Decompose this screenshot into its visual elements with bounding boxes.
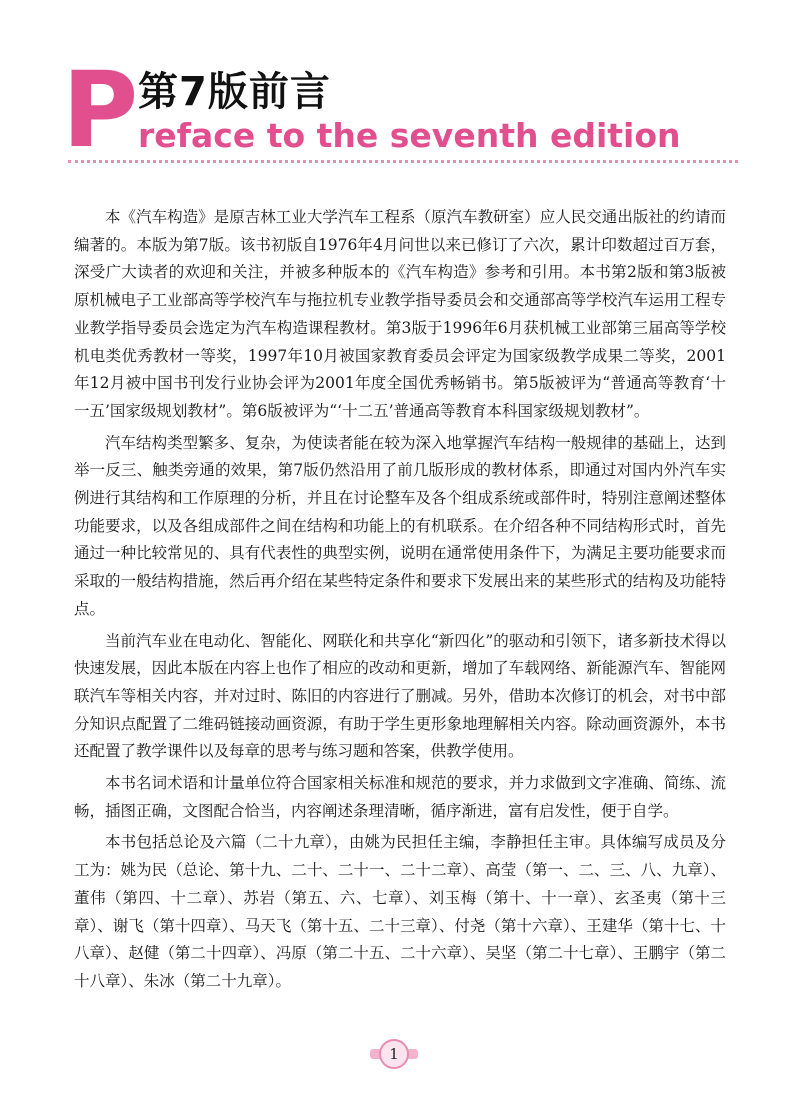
paragraph: 本书包括总论及六篇（二十九章），由姚为民担任主编，李静担任主审。具体编写成员及分工为：姚为民（总论、第十九、二十、二十一、二十二章）、高莹（第一、二、三、八、九章）、董伟（第四、十二章）、苏岩（第五、六、七章）、刘玉梅（第十、十一章）、玄圣夷（第十三章）、谢飞（第十四章）、马天飞（第十五、二十三章）、付尧（第十六章）、王建华（第十七、十八章）、赵健（第二十四章）、冯原（第二十五、二十六章）、吴坚（第二十七章）、王鹏宇（第二十八章）、朱冰（第二十九章）。	[74, 833, 726, 990]
paragraph: 本《汽车构造》是原吉林工业大学汽车工程系（原汽车教研室）应人民交通出版社的约请而编著的。本版为第7版。该书初版自1976年4月问世以来已修订了六次，累计印数超过百万套，深受广大读者的欢迎和关注，并被多种版本的《汽车构造》参考和引用。本书第2版和第3版被原机械电子工业部高等学校汽车与拖拉机专业教学指导委员会和交通部高等学校汽车运用工程专业教学指导委员会选定为汽车构造课程教材。第3版于1996年6月获机械工业部第三届高等学校机电类优秀教材一等奖，1997年10月被国家教育委员会评定为国家级教学成果二等奖，2001年12月被中国书刊发行业协会评为2001年度全国优秀畅销书。第5版被评为“普通高等教育‘十一五’国家级规划教材”。第6版被评为“‘十二五’普通高等教育本科国家级规划教材”。	[74, 208, 726, 420]
page-number: 1	[379, 1039, 409, 1069]
page-subtitle: reface to the seventh edition	[138, 116, 681, 155]
page-title: 第7版前言	[138, 69, 331, 115]
preface-body	[74, 204, 726, 1000]
page-number-badge	[370, 1037, 418, 1071]
paragraph: 本书名词术语和计量单位符合国家相关标准和规范的要求，并力求做到文字准确、简练、流畅，插图正确，文图配合恰当，内容阐述条理清晰，循序渐进，富有启发性，便于自学。	[74, 774, 726, 820]
header-divider	[68, 160, 738, 163]
paragraph: 汽车结构类型繁多、复杂，为使读者能在较为深入地掌握汽车结构一般规律的基础上，达到举一反三、触类旁通的效果，第7版仍然沿用了前几版形成的教材体系，即通过对国内外汽车实例进行其结构和工作原理的分析，并且在讨论整车及各个组成系统或部件时，特别注意阐述整体功能要求，以及各组成部件之间在结构和功能上的有机联系。在介绍各种不同结构形式时，首先通过一种比较常见的、具有代表性的典型实例，说明在通常使用条件下，为满足主要功能要求而采取的一般结构措施，然后再介绍在某些特定条件和要求下发展出来的某些形式的结构及功能特点。	[74, 433, 726, 618]
paragraph: 当前汽车业在电动化、智能化、网联化和共享化“新四化”的驱动和引领下，诸多新技术得以快速发展，因此本版在内容上也作了相应的改动和更新，增加了车载网络、新能源汽车、智能网联汽车等相关内容，并对过时、陈旧的内容进行了删减。另外，借助本次修订的机会，对书中部分知识点配置了二维码链接动画资源，有助于学生更形象地理解相关内容。除动画资源外，本书还配置了教学课件以及每章的思考与练习题和答案，供教学使用。	[74, 631, 726, 761]
preface-header	[62, 49, 742, 171]
decorative-initial-letter: P	[62, 49, 139, 171]
